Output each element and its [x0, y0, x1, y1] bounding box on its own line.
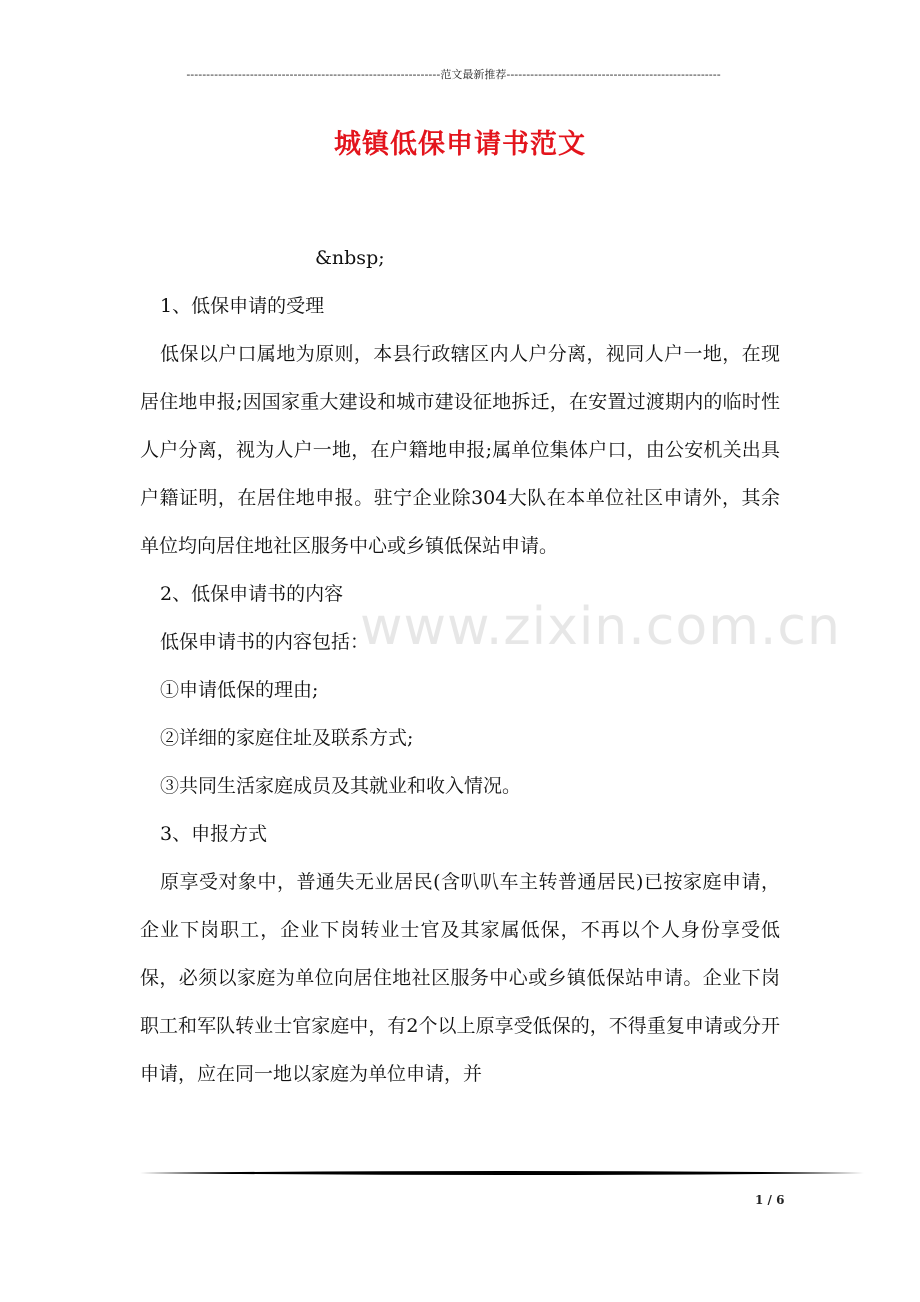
document-title: 城镇低保申请书范文 [334, 129, 586, 160]
paragraph-content-intro: 低保申请书的内容包括： [160, 631, 370, 653]
paragraph-acceptance: 低保以户口属地为原则，本县行政辖区内人户分离，视同人户一地，在现居住地申报;因国家重大建设和城市建设征地拆迁，在安置过渡期内的临时性人户分离，视为人户一地，在户籍地申报;属单位集体户口，由公安机关出具户籍证明，在居住地申报。驻宁企业除304大队在本单位社区申请外，其余单位均向居住地社区服务中心或乡镇低保站申请。 [140, 343, 780, 557]
list-item-2: ②详细的家庭住址及联系方式; [160, 727, 414, 749]
paragraph-application-method: 原享受对象中，普通失无业居民(含叭叭车主转普通居民)已按家庭申请，企业下岗职工，企业下岗转业士官及其家属低保，不再以个人身份享受低保，必须以家庭为单位向居住地社区服务中心或乡镇低保站申请。企业下岗职工和军队转业士官家庭中，有2个以上原享受低保的，不得重复申请或分开申请，应在同一地以家庭为单位申请，并 [140, 871, 780, 1085]
watermark: www.zixin.com.cn [360, 597, 841, 657]
page-header: ----------------------------------------------------------------范文最新推荐------------------------------------------------------ [186, 68, 721, 81]
page-number: 1 / 6 [755, 1193, 785, 1207]
list-item-1: ①申请低保的理由; [160, 679, 319, 701]
document-body [140, 234, 780, 1098]
footer-rule [140, 1170, 864, 1176]
section-heading-2: 2、低保申请书的内容 [160, 583, 344, 605]
list-item-3: ③共同生活家庭成员及其就业和收入情况。 [160, 775, 522, 797]
section-heading-1: 1、低保申请的受理 [160, 295, 325, 317]
nbsp-line: &nbsp; [315, 247, 385, 269]
section-heading-3: 3、申报方式 [160, 823, 268, 845]
